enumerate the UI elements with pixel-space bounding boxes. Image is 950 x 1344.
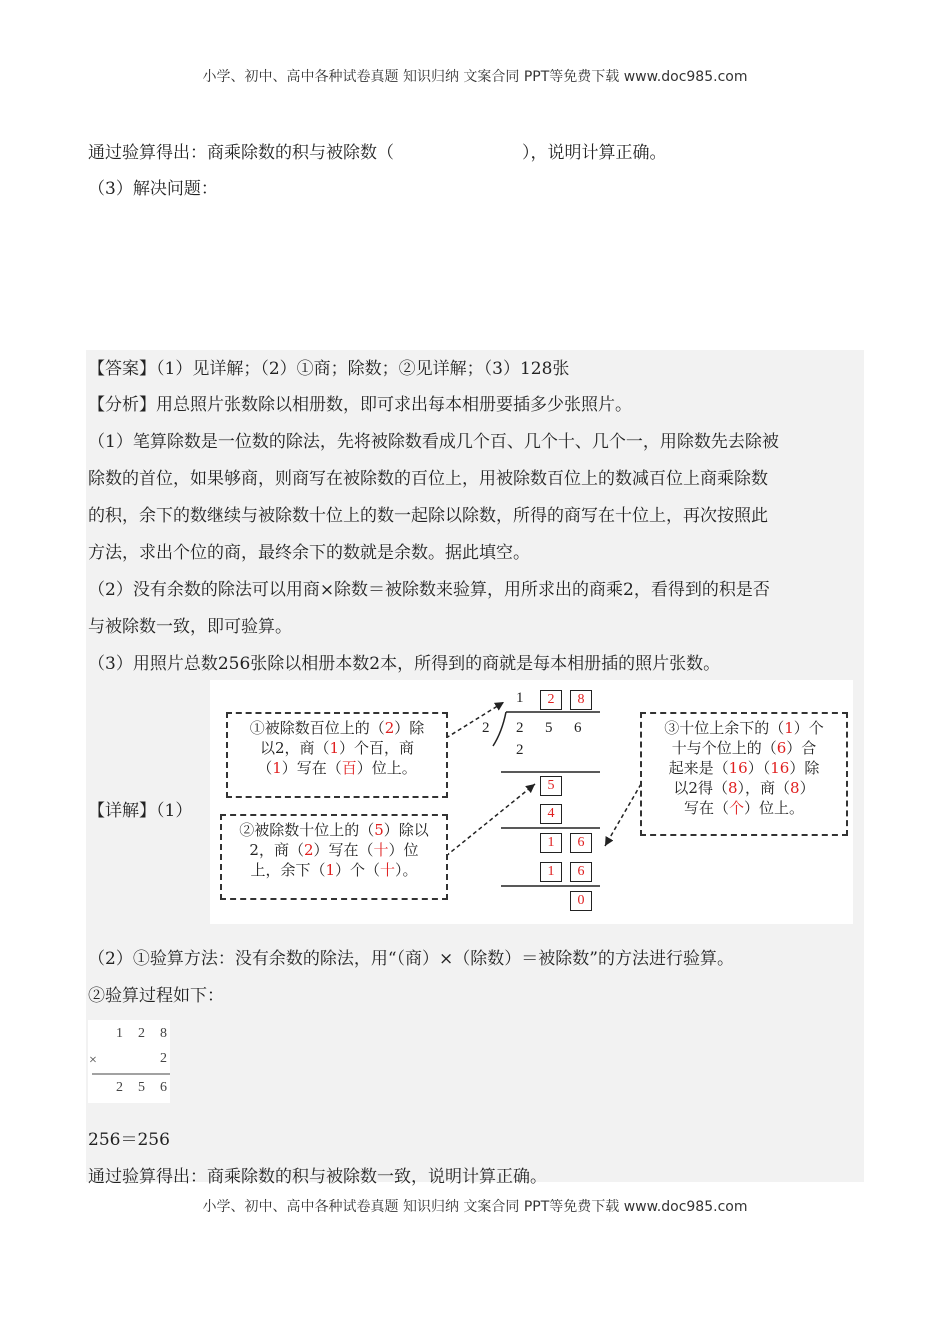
analysis-line-7: （2）没有余数的除法可以用商×除数＝被除数来验算，用所求出的商乘2，看得到的积是否: [88, 580, 770, 600]
explanation-box-hundreds: ①被除数百位上的（2）除 以2，商（1）个百，商 （1）写在（百）位上。: [226, 712, 448, 798]
mult-row2-ones: 2: [160, 1051, 167, 1066]
analysis-line-6: 方法，求出个位的商，最终余下的数就是余数。据此填空。: [88, 543, 530, 563]
answer-line: 【答案】（1）见详解；（2）①商；除数；②见详解；（3）128张: [88, 359, 570, 379]
mult-row1-tens: 2: [138, 1026, 145, 1041]
final-remainder: 0: [570, 891, 592, 911]
long-division-diagram: [210, 680, 853, 924]
dividend-hundreds: 2: [516, 720, 524, 736]
verification-multiplication: [88, 1020, 170, 1103]
detail-line-4: 256＝256: [88, 1130, 170, 1150]
dividend-ones: 6: [574, 720, 582, 736]
question-line-1-a: 通过验算得出：商乘除数的积与被除数（: [88, 143, 394, 163]
question-line-1-b: ），说明计算正确。: [522, 143, 667, 163]
division-bracket: [493, 712, 506, 746]
step-product-hundreds: 2: [516, 742, 524, 758]
analysis-line-4: 除数的首位，如果够商，则商写在被除数的百位上，用被除数百位上的数减百位上商乘除数: [88, 469, 768, 489]
answer-section: [86, 350, 864, 1187]
mult-row3-hundreds: 2: [116, 1080, 123, 1095]
detail-line-3: ②验算过程如下：: [88, 986, 224, 1006]
quotient-ones: 8: [570, 690, 592, 710]
quotient-hundreds: 1: [516, 690, 524, 706]
step-product-ones-tens: 1: [540, 862, 562, 882]
analysis-line-9: （3）用照片总数256张除以相册本数2本，所得到的商就是每本相册插的照片张数。: [88, 654, 721, 674]
step-combined-tens: 1: [540, 833, 562, 853]
arrow-1: [446, 702, 504, 738]
divisor: 2: [482, 720, 490, 736]
step-combined-ones: 6: [570, 833, 592, 853]
mult-line: [88, 1020, 170, 1103]
step-product-ones-ones: 6: [570, 862, 592, 882]
question-line-1: [88, 138, 667, 163]
explanation-box-ones: ③十位上余下的（1）个 十与个位上的（6）合 起来是（16）（16）除 以2得（8），商（8） 写在（个）位上。: [640, 712, 848, 836]
step-product-tens: 4: [540, 804, 562, 824]
analysis-line-8: 与被除数一致，即可验算。: [88, 617, 292, 637]
analysis-line-5: 的积，余下的数继续与被除数十位上的数一起除以除数，所得的商写在十位上，再次按照此: [88, 506, 768, 526]
analysis-line: 【分析】用总照片张数除以相册数，即可求出每本相册要插多少张照片。: [88, 395, 632, 415]
explanation-box-tens: ②被除数十位上的（5）除以 2，商（2）写在（十）位 上，余下（1）个（十）。: [220, 814, 448, 900]
detail-label: 【详解】（1）: [88, 801, 193, 821]
mult-row3-ones: 6: [160, 1080, 167, 1095]
mult-row1-ones: 8: [160, 1026, 167, 1041]
page-footer: 小学、初中、高中各种试卷真题 知识归纳 文案合同 PPT等免费下载 www.doc985.com: [202, 1199, 748, 1215]
mult-row1-hundreds: 1: [116, 1026, 123, 1041]
mult-sign: ×: [89, 1053, 97, 1068]
mult-row3-tens: 5: [138, 1080, 145, 1095]
step-remainder-tens: 5: [540, 776, 562, 796]
question-line-2: （3）解决问题：: [88, 179, 218, 199]
page-header: 小学、初中、高中各种试卷真题 知识归纳 文案合同 PPT等免费下载 www.doc985.com: [202, 69, 748, 85]
quotient-tens: 2: [540, 690, 562, 710]
analysis-line-3: （1）笔算除数是一位数的除法，先将被除数看成几个百、几个十、几个一，用除数先去除被: [88, 432, 779, 452]
arrow-2: [446, 784, 535, 856]
detail-line-5: 通过验算得出：商乘除数的积与被除数一致，说明计算正确。: [88, 1167, 547, 1187]
dividend-tens: 5: [545, 720, 553, 736]
detail-line-2: （2）①验算方法：没有余数的除法，用“（商）×（除数）＝被除数”的方法进行验算。: [88, 949, 734, 969]
